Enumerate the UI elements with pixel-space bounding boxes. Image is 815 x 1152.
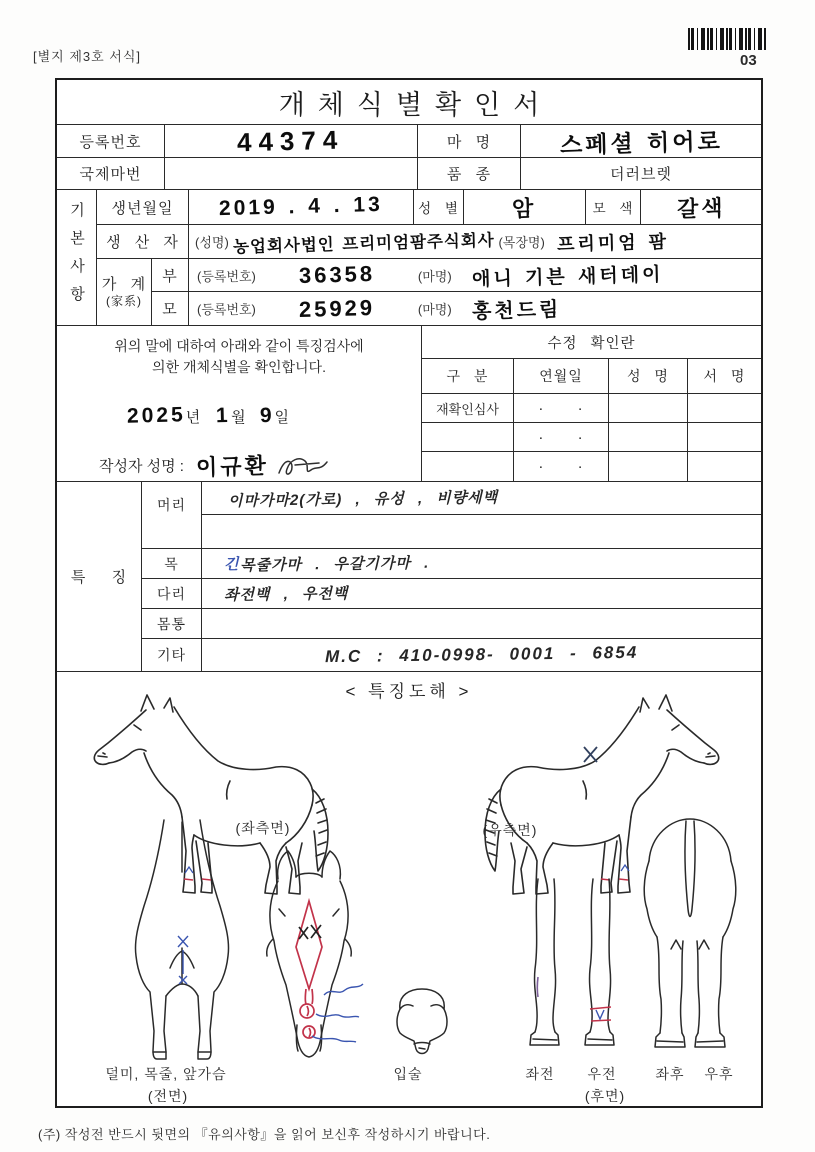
sire-regno-label: (등록번호) [197, 268, 256, 284]
section-features [57, 482, 761, 672]
breed-label: 품 종 [418, 158, 521, 189]
revision-row-label: 재확인심사 [422, 394, 514, 422]
revision-row-label [422, 452, 514, 481]
left-front-leg-mark [537, 977, 538, 997]
pedigree-label-hanja: (家系) [106, 293, 142, 308]
writer-line [99, 450, 421, 481]
feature-value-neck-blue: 긴 [223, 555, 240, 574]
feature-row-etc [142, 639, 761, 671]
confirm-statement-line2: 의한 개체식별을 확인합니다. [152, 359, 326, 375]
head-red-star-stripe-mark [296, 901, 322, 1038]
revision-row-name [609, 452, 688, 481]
revision-row [422, 452, 761, 481]
footer-note: (주) 작성전 반드시 뒷면의 『유의사항』을 읽어 보신후 작성하시기 바랍니다. [38, 1127, 491, 1142]
feature-value-legs: 좌전백 , 우전백 [223, 585, 349, 604]
producer-name-label: (성명) [195, 235, 229, 250]
breed-value: 더러브렛 [610, 166, 672, 183]
date-day: 9 [259, 403, 275, 428]
row-sire [152, 259, 761, 292]
sire-regno-value: 36358 [298, 261, 376, 288]
leg-label-right-hind: 우후 [704, 1066, 734, 1082]
writer-name: 이규환 [195, 453, 270, 480]
front-view-chest [130, 816, 235, 1066]
revision-row [422, 394, 761, 423]
feature-label-legs: 다리 [142, 579, 202, 608]
intl-no-value [165, 158, 418, 189]
revision-col-type: 구 분 [422, 359, 514, 393]
title-row [57, 80, 761, 125]
head-front-view [252, 849, 367, 1074]
revision-col-name: 성 명 [609, 359, 688, 393]
producer-label: 생 산 자 [97, 225, 189, 258]
revision-row-date: · · [514, 394, 609, 422]
feature-value-etc: M.C : 410-0998- 0001 - 6854 [324, 642, 639, 667]
head-blue-squiggles [312, 984, 363, 1042]
diagram-title: < 특징도해 > [345, 682, 473, 701]
basic-section-label: 기본사항 [68, 201, 85, 314]
writer-label: 작성자 성명 : [99, 458, 184, 475]
writer-signature [275, 451, 333, 481]
coat-label: 모 색 [586, 190, 641, 224]
dam-regno-value: 25929 [298, 294, 376, 322]
date-year-suffix: 년 [185, 409, 201, 426]
sire-name-value: 애니 기븐 새터데이 [471, 263, 664, 291]
section-basic-info [57, 190, 761, 326]
leg-label-right-front: 우전 [587, 1066, 617, 1082]
front-view-label: 덜미, 목줄, 앞가슴 [105, 1066, 227, 1082]
row-pedigree [97, 259, 761, 325]
right-view-label: (우측면) [482, 822, 538, 838]
features-section-label: 특 징 [57, 482, 142, 671]
birth-value: 2019 . 4 . 13 [218, 192, 384, 221]
form-title: 개체식별확인서 [278, 89, 553, 120]
reg-no-value: 44374 [236, 124, 346, 157]
feature-label-body: 몸통 [142, 609, 202, 638]
farm-name-label: (목장명) [498, 235, 545, 250]
revision-col-date: 연월일 [514, 359, 609, 393]
row-registration [57, 125, 761, 158]
feature-value-head: 이마가마2(가로) , 유성 , 비량세백 [227, 488, 499, 510]
feature-row-neck [142, 549, 761, 579]
horse-name-label: 마 명 [418, 125, 521, 157]
feature-label-head: 머리 [142, 482, 202, 548]
producer-name-value: 농업회사법인 프리미엄팜주식회사 [232, 231, 495, 256]
right-horse-neck-x-mark [584, 747, 597, 762]
dam-name-label: (마명) [417, 302, 452, 317]
row-dam [152, 292, 761, 325]
revision-row-date: · · [514, 423, 609, 451]
date-day-suffix: 일 [274, 409, 289, 426]
dam-regno-label: (등록번호) [197, 302, 256, 317]
feature-label-neck: 목 [142, 549, 202, 578]
feature-row-body [142, 609, 761, 639]
reg-no-label: 등록번호 [57, 125, 165, 157]
dam-label: 모 [152, 292, 189, 325]
revision-row-sign [688, 394, 761, 422]
revision-row-sign [688, 452, 761, 481]
lips-label: 입술 [393, 1066, 423, 1082]
leg-label-left-front: 좌전 [525, 1066, 555, 1082]
horse-name-value: 스페셜 히어로 [559, 127, 723, 158]
section-diagram [57, 672, 761, 1106]
revision-row-sign [688, 423, 761, 451]
date-month-suffix: 월 [231, 409, 246, 426]
rear-view-label: (후면) [584, 1088, 626, 1104]
feature-value-neck: 목줄가마 . 우갈기가마 . [239, 554, 429, 575]
form-table [55, 78, 763, 1108]
revision-title: 수정 확인란 [547, 335, 636, 352]
date-month: 1 [216, 403, 232, 428]
date-year: 2025 [126, 403, 186, 428]
coat-value: 갈색 [676, 194, 726, 222]
revision-row-date: · · [514, 452, 609, 481]
revision-row-label [422, 423, 514, 451]
revision-row [422, 423, 761, 452]
section-confirmation [57, 326, 761, 482]
confirm-statement-line1: 위의 말에 대하여 아래와 같이 특징검사에 [114, 338, 364, 354]
sex-label: 성 별 [414, 190, 464, 224]
hind-view [635, 809, 745, 1054]
confirm-date [127, 404, 421, 428]
barcode [688, 28, 766, 50]
revision-row-name [609, 423, 688, 451]
leg-label-left-hind: 좌후 [655, 1066, 685, 1082]
sire-name-label: (마명) [417, 268, 452, 284]
sex-value: 암 [512, 195, 537, 221]
revision-header-row [422, 359, 761, 394]
revision-row-name [609, 394, 688, 422]
page-number: 03 [740, 52, 757, 69]
front-legs-view [514, 879, 629, 1054]
feature-row-legs [142, 579, 761, 609]
row-breed [57, 158, 761, 190]
form-reference: [별지 제3호 서식] [33, 49, 142, 64]
front-view-sublabel: (전면) [147, 1088, 189, 1104]
feature-label-etc: 기타 [142, 639, 202, 671]
muzzle-view [388, 983, 456, 1061]
feature-row-head [142, 482, 761, 549]
row-birth [97, 190, 761, 225]
left-view-label: (좌측면) [235, 820, 291, 836]
birth-label: 생년월일 [97, 190, 189, 224]
row-producer [97, 225, 761, 259]
sire-label: 부 [152, 259, 189, 291]
revision-table [422, 326, 761, 481]
chest-blue-marks [178, 936, 188, 984]
dam-name-value: 홍천드림 [471, 298, 562, 324]
intl-no-label: 국제마번 [57, 158, 165, 189]
farm-name-value: 프리미엄 팜 [556, 231, 670, 254]
pedigree-label: 가 계 [101, 275, 147, 293]
revision-col-sign: 서 명 [703, 368, 746, 384]
